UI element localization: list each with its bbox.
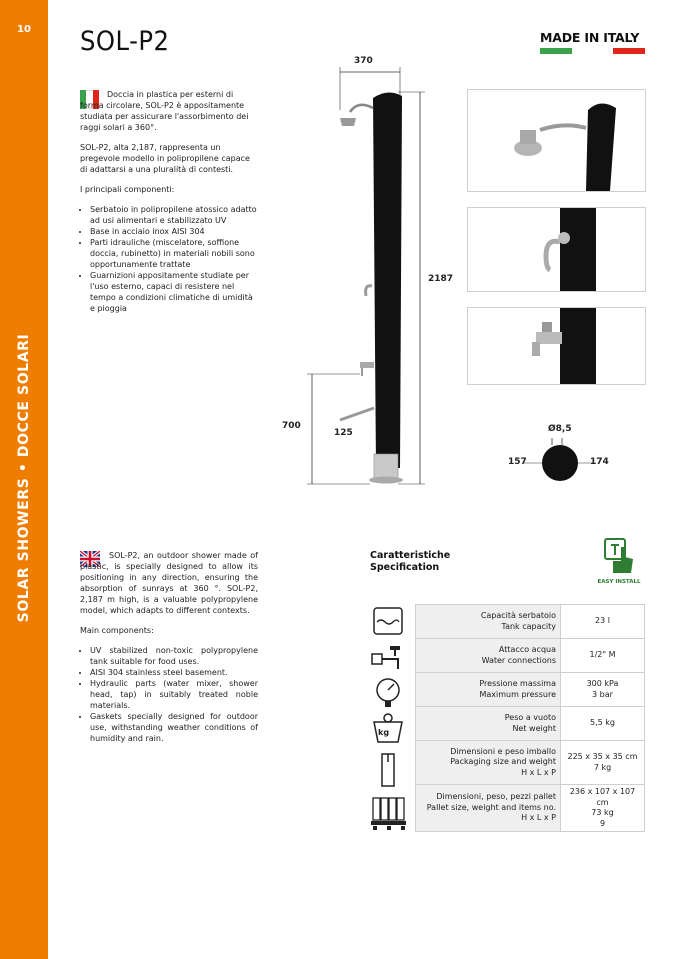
spec-value: 1/2" M: [561, 639, 645, 673]
made-in-italy-label: MADE IN ITALY: [540, 30, 640, 45]
spec-icon-column: [368, 604, 408, 832]
product-title: SOL-P2: [80, 26, 170, 57]
weight-icon-label: kg: [378, 728, 390, 737]
it-intro: Doccia in plastica per esterni di forma circolare, SOL-P2 è appositamente studiata per assicurare l'assorbimento dei raggi solari a 360°.: [80, 90, 249, 132]
pallet-icon: [371, 798, 406, 830]
list-item: • UV stabilized non-toxic polypropylene tank suitable for food uses.: [90, 645, 258, 667]
it-paragraph-2: SOL-P2, alta 2,187, rappresenta un pregevole modello in polipropilene capace di adattarsi a una pluralità di contesti.: [80, 143, 250, 174]
spec-heading-en: Specification: [370, 562, 440, 573]
tank-icon: [374, 608, 402, 634]
en-components-list: [80, 645, 258, 744]
spec-heading: [370, 550, 450, 574]
list-item: • Base in acciaio inox AISI 304: [90, 226, 258, 237]
dimension-tap-height: 700: [282, 421, 301, 431]
table-row: [416, 707, 645, 741]
dimension-height: 2187: [428, 274, 454, 284]
spec-value: 300 kPa 3 bar: [561, 673, 645, 707]
spec-label: Dimensioni e peso imballo Packaging size and weight H x L x P: [416, 741, 561, 785]
table-row: [416, 741, 645, 785]
list-item: • Hydraulic parts (water mixer, shower head, tap) in suitably treated noble materials.: [90, 678, 258, 711]
it-components-list: [80, 204, 258, 314]
side-title: SOLAR SHOWERS • DOCCE SOLARI: [16, 333, 32, 623]
it-paragraph-3: I principali componenti:: [80, 185, 175, 194]
spec-value: 23 l: [561, 605, 645, 639]
easy-install-label: EASY INSTALL: [597, 579, 641, 585]
spec-label: Capacità serbatoio Tank capacity: [416, 605, 561, 639]
page-number: 10: [17, 24, 31, 35]
easy-install-icon: [599, 535, 639, 575]
easy-install-badge: [594, 535, 644, 585]
spec-heading-it: Caratteristiche: [370, 550, 451, 561]
list-item: • Guarnizioni appositamente studiate per l'uso esterno, capaci di resistere nel tempo a condizioni climatiche di umidità e pioggia: [90, 270, 258, 314]
spec-value: 5,5 kg: [561, 707, 645, 741]
dimension-left: 157: [508, 457, 527, 467]
spec-label: Attacco acqua Water connections: [416, 639, 561, 673]
spec-table: [415, 604, 645, 832]
package-icon: [382, 754, 394, 786]
mixer-photo: [467, 207, 646, 292]
dimension-base: 125: [334, 428, 353, 438]
list-item: • Gaskets specially designed for outdoor use, withstanding weather conditions of humidity and rain.: [90, 711, 258, 744]
dimension-right: 174: [590, 457, 609, 467]
spec-value: 225 x 35 x 35 cm 7 kg: [561, 741, 645, 785]
spec-value: 236 x 107 x 107 cm 73 kg 9: [561, 785, 645, 832]
italian-description: [80, 89, 258, 314]
spec-label: Peso a vuoto Net weight: [416, 707, 561, 741]
made-in-italy-badge: [540, 30, 645, 54]
table-row: [416, 605, 645, 639]
list-item: • AISI 304 stainless steel basement.: [90, 667, 258, 678]
dimension-diameter: Ø8,5: [548, 424, 572, 434]
en-paragraph-3: Main components:: [80, 626, 154, 635]
list-item: • Parti idrauliche (miscelatore, soffione doccia, rubinetto) in materiali nobili sono opportunamente trattate: [90, 237, 258, 270]
english-description: [80, 550, 258, 744]
spec-label: Pressione massima Maximum pressure: [416, 673, 561, 707]
pressure-gauge-icon: [377, 679, 399, 707]
italy-flag-bar: [540, 48, 645, 54]
spec-label: Dimensioni, peso, pezzi pallet Pallet size, weight and items no. H x L x P: [416, 785, 561, 832]
dimension-width: 370: [354, 56, 373, 66]
list-item: • Serbatoio in polipropilene atossico adatto ad usi alimentari e stabilizzato UV: [90, 204, 258, 226]
tap-photo: [467, 307, 646, 385]
faucet-icon: [372, 646, 400, 669]
table-row: [416, 673, 645, 707]
en-intro: SOL-P2, an outdoor shower made of plastic, is specially designed to allow its positioning in any direction, ensuring the absorption of sunrays at 360 °. SOL-P2, 2,187 m high, is a valuable polypropylene model, which adapts to different contexts.: [80, 551, 258, 615]
table-row: [416, 639, 645, 673]
shower-head-photo: [467, 89, 646, 192]
table-row: [416, 785, 645, 832]
